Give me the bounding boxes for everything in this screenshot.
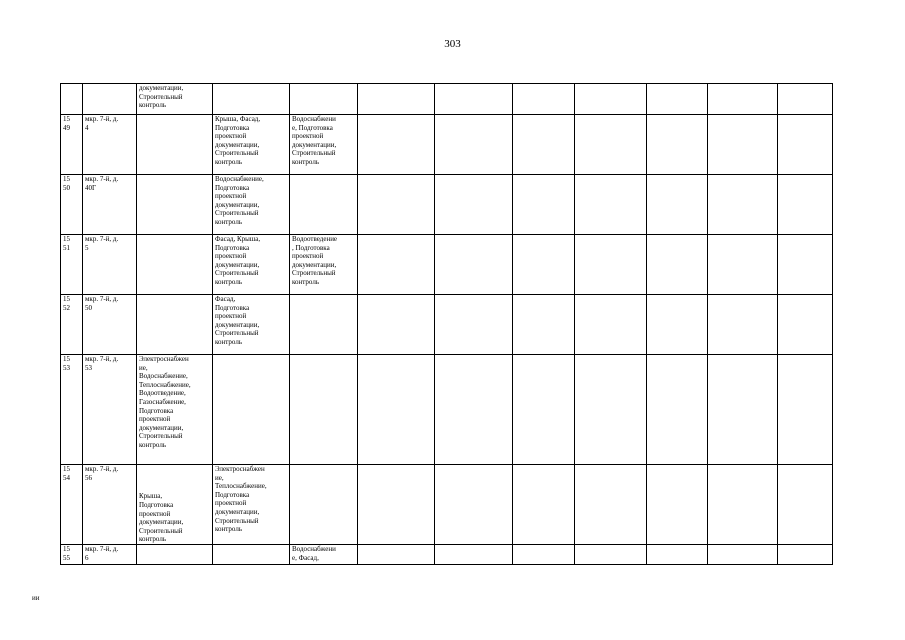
empty-cell <box>358 545 435 565</box>
works-col-1 <box>137 175 213 235</box>
empty-cell <box>513 545 575 565</box>
works-col-2: Водоснабжение, Подготовка проектной документации, Строительный контроль <box>213 175 290 235</box>
row-address: мкр. 7-й, д. 4 <box>83 115 137 175</box>
empty-cell <box>358 115 435 175</box>
works-col-2 <box>213 545 290 565</box>
table-row <box>61 84 833 115</box>
empty-cell <box>358 295 435 355</box>
row-address: мкр. 7-й, д. 40Г <box>83 175 137 235</box>
empty-cell <box>647 545 708 565</box>
works-col-2 <box>213 84 290 115</box>
works-col-1: Электроснабжен ие, Водоснабжение, Теплоснабжение, Водоотведение, Газоснабжение, Подготовка проектной документации, Строительный контроль <box>137 355 213 465</box>
row-number: 15 52 <box>61 295 83 355</box>
empty-cell <box>358 355 435 465</box>
empty-cell <box>435 355 513 465</box>
empty-cell <box>435 465 513 545</box>
empty-cell <box>647 175 708 235</box>
works-col-3 <box>290 355 358 465</box>
row-address: мкр. 7-й, д. 56 <box>83 465 137 545</box>
page-number: 303 <box>444 38 461 50</box>
empty-cell <box>575 115 647 175</box>
row-address: мкр. 7-й, д. 50 <box>83 295 137 355</box>
empty-cell <box>647 84 708 115</box>
works-col-2: Электроснабжен ие, Теплоснабжение, Подготовка проектной документации, Строительный контроль <box>213 465 290 545</box>
works-col-3: Водоотведение , Подготовка проектной документации, Строительный контроль <box>290 235 358 295</box>
empty-cell <box>435 295 513 355</box>
row-number: 15 53 <box>61 355 83 465</box>
empty-cell <box>647 355 708 465</box>
empty-cell <box>513 175 575 235</box>
works-col-1 <box>137 545 213 565</box>
works-col-1: документации, Строительный контроль <box>137 84 213 115</box>
works-col-1 <box>137 235 213 295</box>
table-row <box>61 465 833 545</box>
empty-cell <box>435 235 513 295</box>
table-row <box>61 545 833 565</box>
empty-cell <box>513 84 575 115</box>
row-number: 15 55 <box>61 545 83 565</box>
works-col-2 <box>213 355 290 465</box>
empty-cell <box>358 175 435 235</box>
works-col-1 <box>137 295 213 355</box>
footer-mark: ии <box>32 594 40 602</box>
empty-cell <box>513 295 575 355</box>
works-col-3 <box>290 175 358 235</box>
empty-cell <box>575 84 647 115</box>
empty-cell <box>708 115 778 175</box>
empty-cell <box>778 355 833 465</box>
empty-cell <box>778 235 833 295</box>
empty-cell <box>778 84 833 115</box>
works-col-3 <box>290 295 358 355</box>
empty-cell <box>575 175 647 235</box>
empty-cell <box>708 295 778 355</box>
repair-plan-table <box>60 83 833 565</box>
empty-cell <box>708 545 778 565</box>
empty-cell <box>708 235 778 295</box>
table-row <box>61 115 833 175</box>
works-col-3: Водоснабжени е, Фасад, <box>290 545 358 565</box>
table-row <box>61 355 833 465</box>
empty-cell <box>778 295 833 355</box>
empty-cell <box>513 235 575 295</box>
works-col-2: Крыша, Фасад, Подготовка проектной документации, Строительный контроль <box>213 115 290 175</box>
row-number: 15 50 <box>61 175 83 235</box>
row-address <box>83 84 137 115</box>
empty-cell <box>647 295 708 355</box>
empty-cell <box>575 545 647 565</box>
empty-cell <box>575 355 647 465</box>
works-col-3: Водоснабжени е, Подготовка проектной документации, Строительный контроль <box>290 115 358 175</box>
empty-cell <box>435 115 513 175</box>
empty-cell <box>358 235 435 295</box>
works-col-3 <box>290 84 358 115</box>
row-number: 15 51 <box>61 235 83 295</box>
empty-cell <box>778 175 833 235</box>
row-address: мкр. 7-й, д. 5 <box>83 235 137 295</box>
empty-cell <box>575 295 647 355</box>
empty-cell <box>647 115 708 175</box>
empty-cell <box>435 84 513 115</box>
row-address: мкр. 7-й, д. 53 <box>83 355 137 465</box>
works-col-2: Фасад, Подготовка проектной документации, Строительный контроль <box>213 295 290 355</box>
row-number: 15 54 <box>61 465 83 545</box>
works-col-2: Фасад, Крыша, Подготовка проектной документации, Строительный контроль <box>213 235 290 295</box>
works-col-1: Крыша, Подготовка проектной документации, Строительный контроль <box>137 465 213 545</box>
empty-cell <box>513 465 575 545</box>
row-number <box>61 84 83 115</box>
empty-cell <box>435 545 513 565</box>
empty-cell <box>575 465 647 545</box>
empty-cell <box>647 465 708 545</box>
empty-cell <box>647 235 708 295</box>
works-col-1 <box>137 115 213 175</box>
empty-cell <box>575 235 647 295</box>
empty-cell <box>358 465 435 545</box>
empty-cell <box>778 545 833 565</box>
empty-cell <box>358 84 435 115</box>
works-col-3 <box>290 465 358 545</box>
empty-cell <box>778 115 833 175</box>
empty-cell <box>513 115 575 175</box>
table-row <box>61 295 833 355</box>
empty-cell <box>708 355 778 465</box>
table-row <box>61 175 833 235</box>
row-address: мкр. 7-й, д. 6 <box>83 545 137 565</box>
empty-cell <box>708 175 778 235</box>
table-row <box>61 235 833 295</box>
row-number: 15 49 <box>61 115 83 175</box>
empty-cell <box>513 355 575 465</box>
empty-cell <box>708 84 778 115</box>
empty-cell <box>708 465 778 545</box>
empty-cell <box>435 175 513 235</box>
empty-cell <box>778 465 833 545</box>
